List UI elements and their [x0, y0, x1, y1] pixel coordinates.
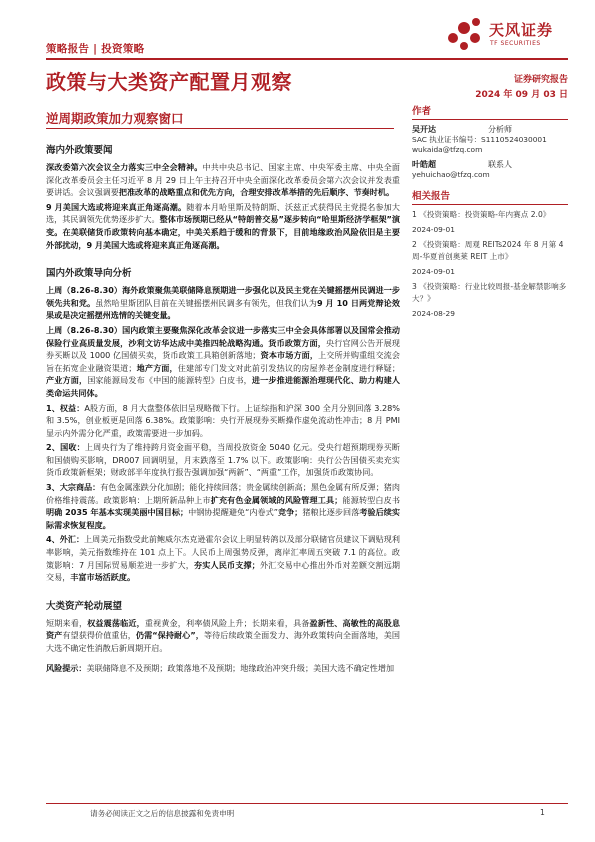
emphasis-text: 上周（8.26-8.30）海外政策聚焦美联储降息预期进一步强化以及民主党在关键摇摆州民调进一步领先共和党。 [46, 285, 400, 308]
related-report-date: 2024-09-01 [412, 266, 455, 276]
body-text: 猪粮比逐步回落 [302, 507, 360, 518]
body-text: 有望获得价值重估， [62, 630, 136, 641]
body-text: 上周美元指数受此前鲍威尔杰克逊霍尔会议上明显转鸽以及部分联储官员建议下调贴现利率影响，美元指数维持在 101 点上下。人民币上周强势反弹，离岸汇率周五突破 7.1 的高位。政策影响：7 月国际贸易顺差进一步扩大， [46, 534, 400, 570]
sidebar [412, 103, 568, 323]
body-text: 等待后续政策全面发力、海外政策转向全面落地，美国大选不确定性消散后新周期开启。 [46, 630, 400, 653]
body-text: 国家能源局发布《中国的能源转型》白皮书， [87, 375, 252, 386]
body-text: 虽然哈里斯团队目前在关键摇摆州民调多有领先，但我们认为 [95, 297, 317, 308]
main-content [46, 138, 400, 676]
paragraph [46, 481, 400, 531]
emphasis-text: 明确 2035 年基本实现美丽中国目标； [46, 507, 189, 518]
body-text: 随着本月哈里斯及特朗斯、沃兹正式获得民主党提名参加大选，其民调领先优势逐步扩大。 [46, 201, 400, 225]
emphasis-text: 风险提示： [46, 662, 87, 673]
body-text: 能源转型白皮书 [342, 494, 400, 505]
footer-disclaimer: 请务必阅读正文之后的信息披露和免责申明 [90, 809, 235, 818]
logo-mark-icon [445, 16, 485, 52]
emphasis-text: 1、权益： [46, 402, 85, 413]
authors-heading: 作者 [412, 103, 568, 120]
emphasis-text: 盈新性、高敏性的高股息资产 [46, 617, 400, 641]
author-name: 叶皓超 [412, 160, 436, 169]
related-reports-heading: 相关报告 [412, 188, 568, 205]
paragraph [46, 441, 400, 479]
emphasis-text: 丰富市场活跃度。 [70, 572, 136, 583]
body-text: 美联储降息不及预期；政策落地不及预期；地缘政治冲突升级；美国大选不确定性增加 [86, 662, 395, 673]
body-text: 重视黄金，利率债风险上升；长期来看，具备 [144, 617, 310, 628]
company-logo [445, 14, 565, 54]
related-report-date: 2024-08-29 [412, 308, 455, 318]
emphasis-text: 地产方面， [136, 362, 178, 373]
paragraph [46, 201, 400, 251]
emphasis-text: 4、外汇： [46, 534, 85, 545]
related-report-link[interactable]: 3 《投资策略：行业比较周报-基金解禁影响多大？》 [412, 281, 567, 303]
emphasis-text: 进一步推进能源治理现代化、助力构建人类命运共同体。 [46, 375, 400, 398]
emphasis-text: 9 月美国大选或将迎来真正角逐高潮。 [46, 201, 187, 212]
page-subtitle: 逆周期政策加力观察窗口 [46, 111, 184, 126]
author-card [412, 159, 568, 180]
author-email[interactable]: wukaida@tfzq.com [412, 145, 483, 154]
subtitle-divider [46, 128, 394, 129]
emphasis-text: 产业方面， [46, 375, 88, 386]
logo-name-en: TF SECURITIES [490, 40, 541, 47]
risk-warning [46, 662, 400, 675]
emphasis-text: 深改委第六次会议全力落实三中全会精神。 [46, 162, 203, 172]
emphasis-text: 竞争； [277, 507, 303, 518]
body-text: 外汇交易中心推出外币对差额交割远期交易， [46, 559, 400, 583]
paragraph [46, 324, 400, 400]
body-text: 中共中央总书记、国家主席、中央军委主席、中央全面深化改革委员会主任习近平 8 月 29 日上午主持召开中央全面深化改革委员会第六次会议并发表重要讲话。会议强调要 [46, 162, 400, 198]
related-report-link[interactable]: 1 《投资策略：投资策略-年内赛点 2.0》 [412, 210, 551, 219]
logo-name-cn: 天风证券 [489, 21, 554, 39]
emphasis-text: 夯实人民币支撑； [194, 559, 260, 570]
emphasis-text: 权益震荡临近， [87, 617, 145, 628]
author-name: 吴开达 [412, 125, 436, 134]
emphasis-text: 扩充有色金属领域的风险管理工具； [210, 494, 343, 505]
report-date: 2024 年 09 月 03 日 [475, 90, 568, 100]
related-report-link[interactable]: 2 《投资策略：周观 REITs2024 年 8 月第 4 周-华夏首创奥莱 REIT 上市》 [412, 239, 564, 261]
page-title: 政策与大类资产配置月观察 [46, 70, 292, 94]
emphasis-text: 整体市场预期已经从“特朗普交易”逐步转向“哈里斯经济学框架”演变。在美联储货币政策转向基本确定，中美关系趋于缓和的背景下，目前地缘政治风险依旧是主要外部扰动，9 月美国大选或将迎来真正角逐高潮。 [46, 214, 400, 250]
emphasis-text: 把准改革的战略重点和优先方向，合理安排改革举措的先后顺序、节奏时机。 [118, 187, 395, 198]
report-category: 策略报告 | 投资策略 [46, 43, 145, 55]
paragraph [46, 617, 400, 655]
emphasis-text: 仍需“保持耐心”， [135, 630, 204, 641]
body-text: 有色金属涨跌分化加剧；能化持续回落；贵金属续创新高；黑色金属有所反弹；猪肉价格维持震荡。政策影响：上期所新品种上市 [46, 482, 400, 505]
emphasis-text: 货币政策方面， [268, 337, 326, 348]
body-text: 上周央行为了维持跨月资金面平稳，当周投放资金 5040 亿元。受央行超预期现券买断和国债购买影响，DR007 回调明显，月末跌落至 1.7% 以下。政策影响：央行公告国债买卖充实货币政策新框架；财政部半年度执行报告强调加强“两新”、“两重”工作，加强货币政策协同。 [46, 442, 400, 478]
paragraph [46, 284, 400, 322]
section-heading-policy-analysis: 国内外政策导向分析 [46, 268, 132, 280]
paragraph [46, 533, 400, 583]
emphasis-text: 考验后续实际需求恢复程度。 [46, 507, 400, 530]
section-heading-policy-news: 海内外政策要闻 [46, 145, 113, 156]
footer-divider [46, 803, 568, 804]
paragraph [46, 402, 400, 440]
emphasis-text: 2、国收： [46, 442, 85, 453]
related-report-date: 2024-09-01 [412, 224, 455, 234]
page-number: 1 [540, 808, 545, 817]
author-role: 分析师 [488, 125, 512, 134]
emphasis-text: 资本市场方面， [260, 350, 319, 361]
emphasis-text: 9 月 10 日两党辩论效果或是决定摇摆州选情的关键变量。 [46, 297, 400, 321]
author-card [412, 124, 568, 155]
author-role: 联系人 [488, 160, 512, 169]
author-license: SAC 执业证书编号：S1110524030001 [412, 135, 547, 144]
author-email[interactable]: yehuichao@tfzq.com [412, 170, 490, 179]
body-text: 上交所并购重组交流会旨在拓宽企业融资渠道； [46, 350, 400, 373]
emphasis-text: 上周（8.26-8.30）国内政策主要聚焦深化改革会议进一步落实三中全会具体部署以及国常会推动保险行业高质量发展，沙利文访华达成中美推四轮战略沟通。 [46, 324, 400, 348]
body-text: 住建部专门发文对此前引发热议的房屋养老金制度进行释疑； [177, 362, 400, 373]
body-text: 央行官网公告开展现券买断以及 1000 亿国债买卖，货币政策工具箱创新落地； [46, 337, 400, 361]
report-type: 证券研究报告 [513, 75, 568, 85]
emphasis-text: 3、大宗商品： [46, 482, 101, 493]
section-heading-asset-rotation: 大类资产轮动展望 [46, 600, 123, 612]
body-text: 短期来看， [46, 617, 88, 628]
header-divider [46, 58, 568, 60]
paragraph [46, 161, 400, 199]
body-text: A股方面，8 月大盘整体依旧呈现略微下行。上证综指和沪深 300 全月分别回落 3.28% 和 3.5%，创业板更是回落 6.38%。政策影响：央行开展现券买断操作虚免流动性冲击；8 月 PMI 显示内外需分化严重，政策需要进一步加码。 [46, 402, 401, 438]
body-text: 中钢协提醒避免“内卷式” [188, 507, 278, 518]
